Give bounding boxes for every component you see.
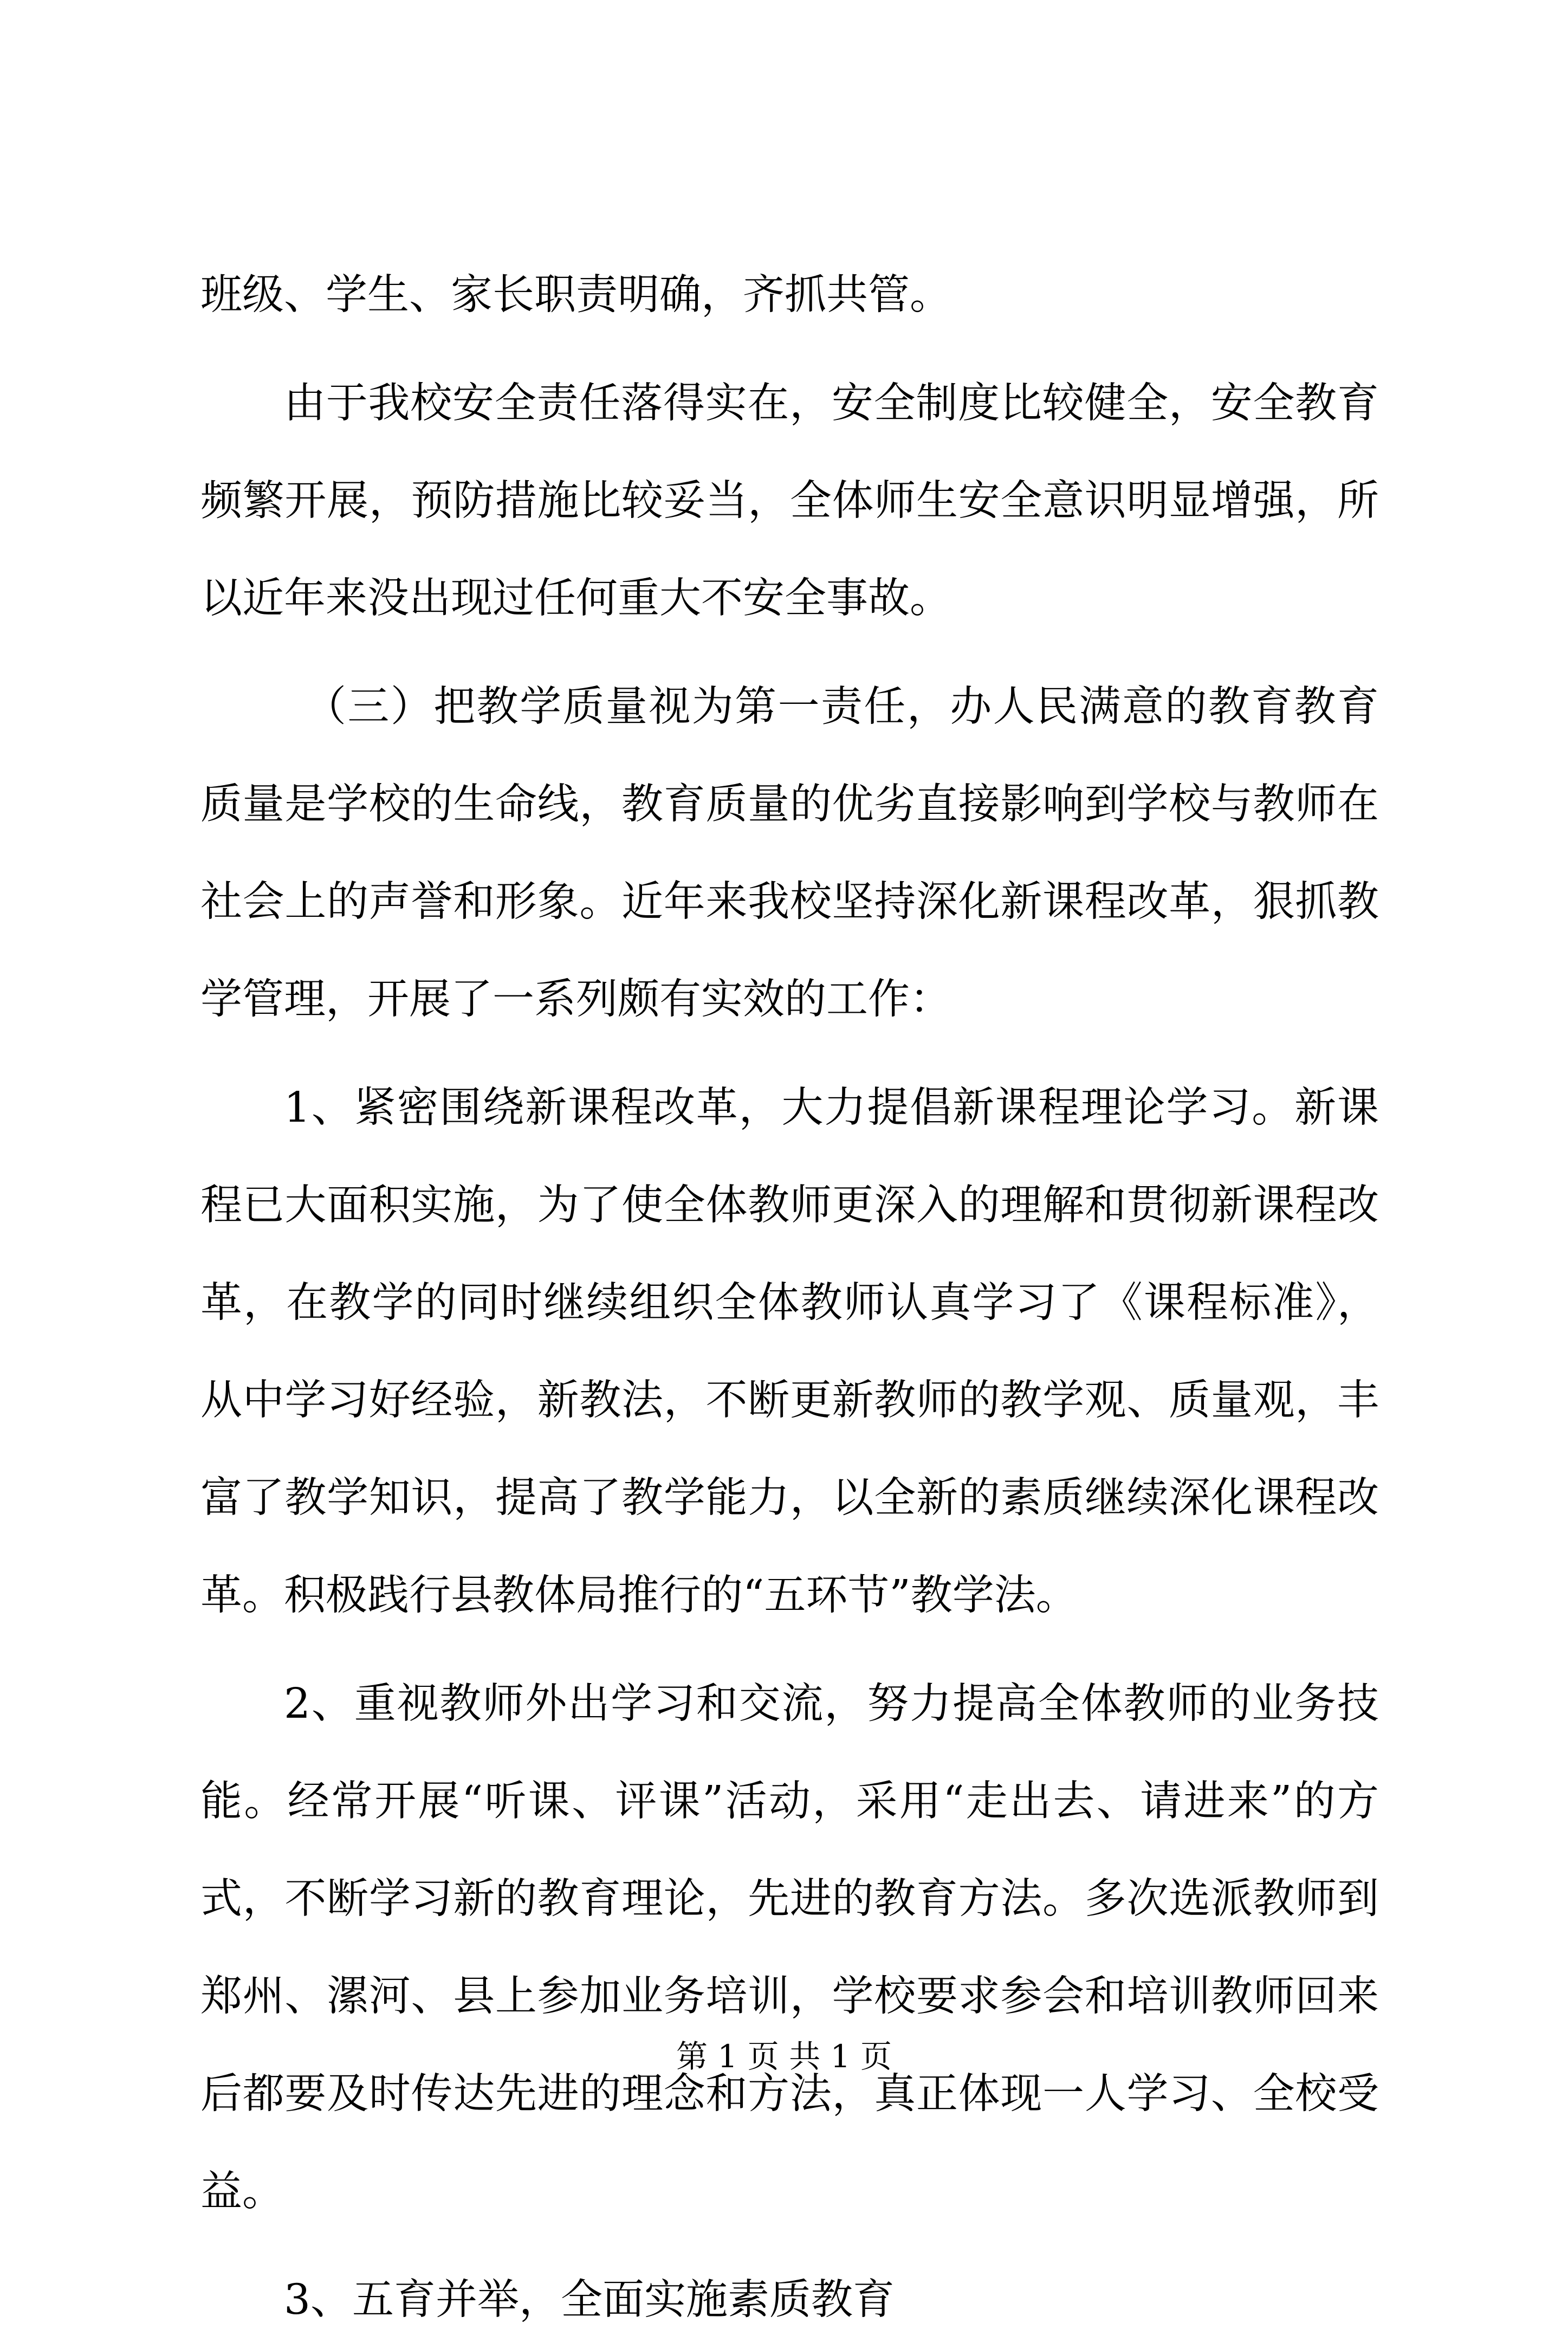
paragraph-teaching-quality: （三）把教学质量视为第一责任，办人民满意的教育教育质量是学校的生命线，教育质量的优劣直接影响到学校与教师在社会上的声誉和形象。近年来我校坚持深化新课程改革，狠抓教学管理，开展了一系列颇有实效的工作： xyxy=(200,683,1379,1024)
page-footer: 第 1 页 共 1 页 xyxy=(676,2038,892,2075)
paragraph-responsibility: 班级、学生、家长职责明确，齐抓共管。 xyxy=(200,271,951,319)
paragraph-safety: 由于我校安全责任落得实在，安全制度比较健全，安全教育频繁开展，预防措施比较妥当，全体师生安全意识明显增强，所以近年来没出现过任何重大不安全事故。 xyxy=(200,379,1379,623)
paragraph-quality-education: 3、五育并举，全面实施素质教育 xyxy=(284,2276,895,2324)
document-body xyxy=(200,247,1379,2349)
paragraph-curriculum-reform: 1、紧密围绕新课程改革，大力提倡新课程理论学习。新课程已大面积实施，为了使全体教师更深入的理解和贯彻新课程改革，在教学的同时继续组织全体教师认真学习了《课程标准》，从中学习好经验，新教法，不断更新教师的教学观、质量观，丰富了教学知识，提高了教学能力，以全新的素质继续深化课程改革。积极践行县教体局推行的“五环节”教学法。 xyxy=(200,1084,1379,1620)
paragraph-teacher-training: 2、重视教师外出学习和交流，努力提高全体教师的业务技能。经常开展“听课、评课”活动，采用“走出去、请进来”的方式，不断学习新的教育理论，先进的教育方法。多次选派教师到郑州、漯河、县上参加业务培训，学校要求参会和培训教师回来后都要及时传达先进的理念和方法，真正体现一人学习、全校受益。 xyxy=(200,1680,1379,2216)
